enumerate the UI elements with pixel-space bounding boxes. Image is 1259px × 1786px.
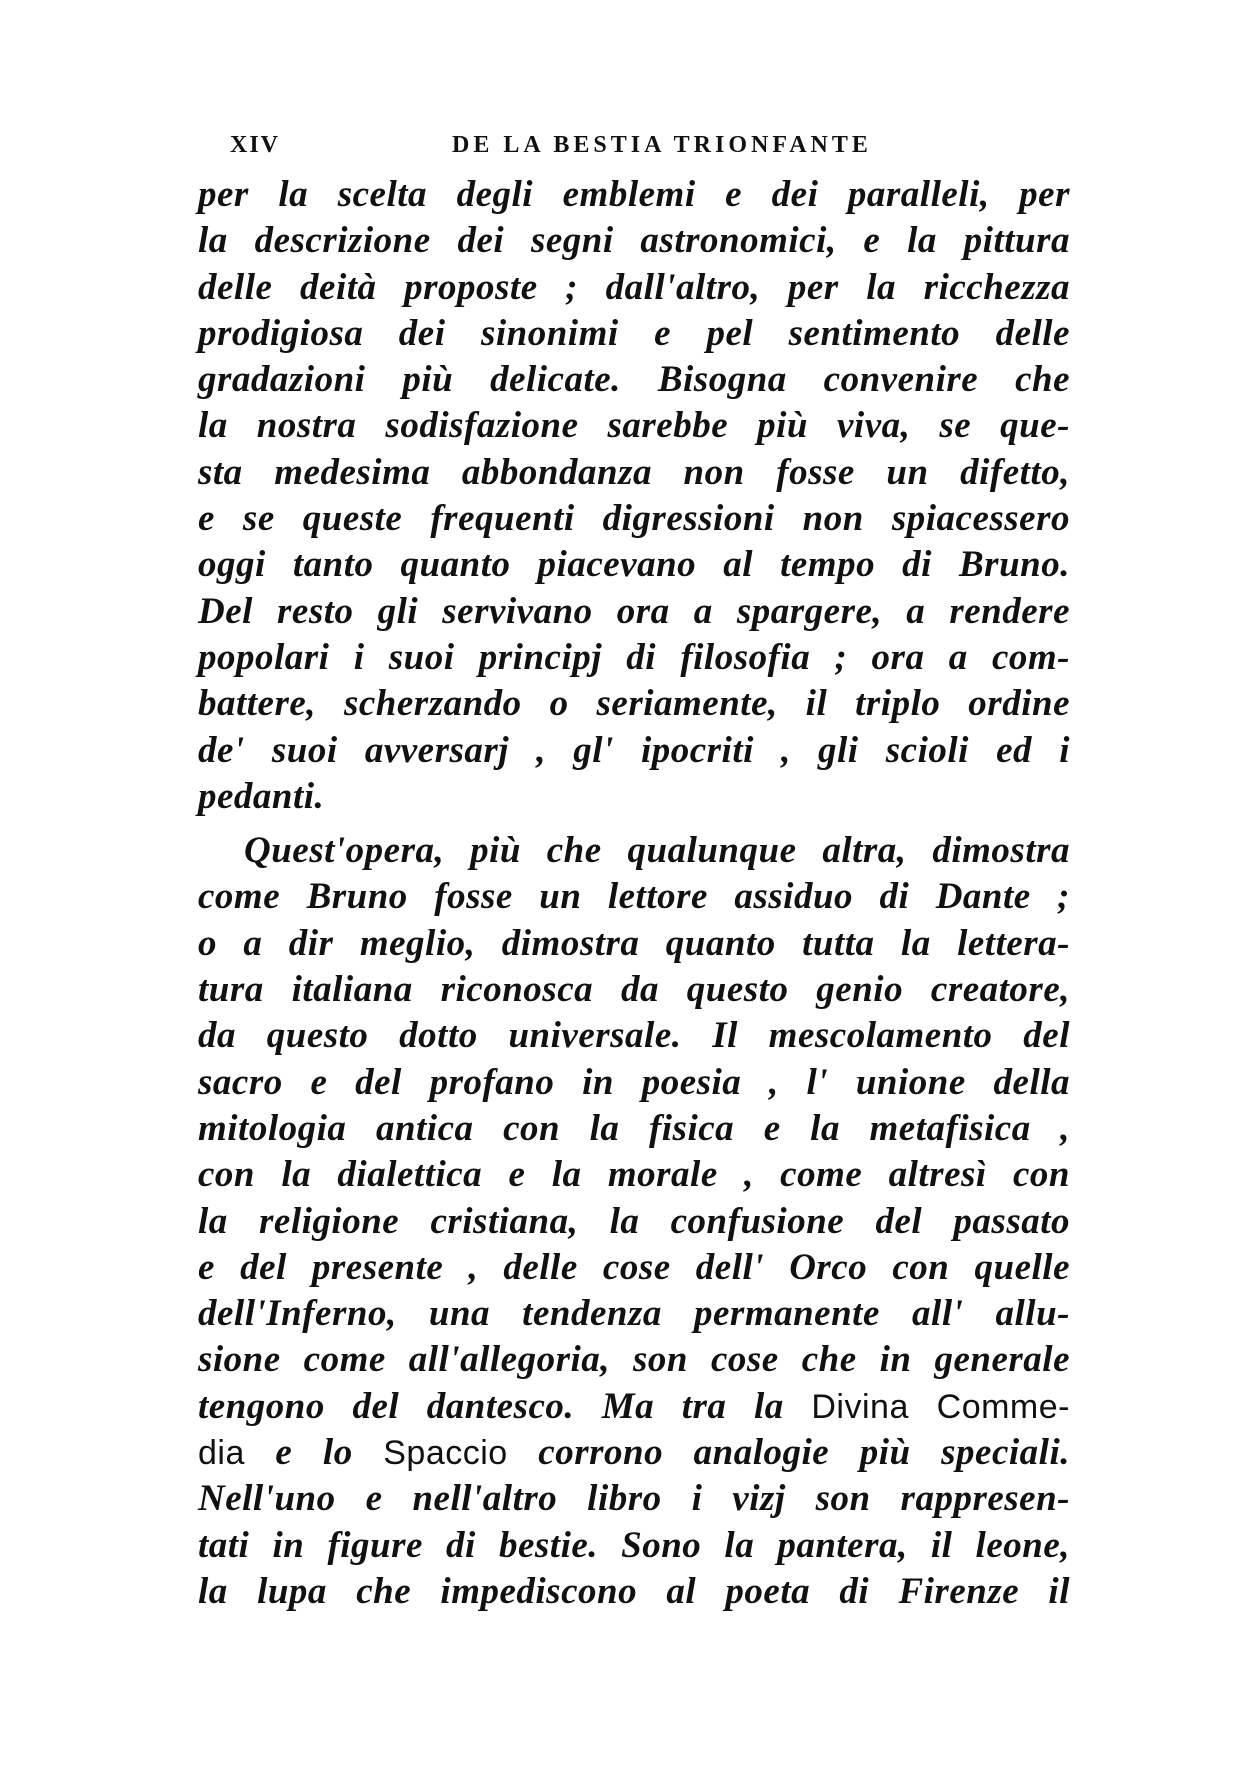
text-line: de' suoi avversarj , gl' ipocriti , gli scioli ed i [198,729,1070,771]
text-line: da questo dotto universale. Il mescolamento del [198,1015,1070,1057]
text-line: e se queste frequenti digressioni non spiacessero [198,498,1070,540]
text-line: Del resto gli servivano ora a spargere, a rendere [198,590,1070,632]
text-line: sacro e del profano in poesia , l' unione della [198,1061,1070,1103]
text-line: battere, scherzando o seriamente, il triplo ordine [198,683,1070,725]
upright-title-divina-commedia: Divina Comme- [811,1387,1070,1426]
text-line: la religione cristiana, la confusione del passato [198,1200,1070,1242]
text-line: tura italiana riconosca da questo genio creatore, [198,969,1070,1011]
text-line: tati in figure di bestie. Sono la pantera, il leone, [198,1524,1070,1566]
text-line: mitologia antica con la fisica e la metafisica , [198,1107,1070,1149]
text-line: delle deità proposte ; dall'altro, per la ricchezza [198,266,1070,308]
text-line: come Bruno fosse un lettore assiduo di Dante ; [198,876,1070,918]
text-line: gradazioni più delicate. Bisogna convenire che [198,359,1070,401]
text-line: o a dir meglio, dimostra quanto tutta la lettera- [198,922,1070,964]
text-line: sione come all'allegoria, son cose che in generale [198,1339,1070,1381]
text-line: Quest'opera, più che qualunque altra, dimostra [244,830,1070,872]
paragraph-gap [198,820,1070,828]
text-line: la nostra sodisfazione sarebbe più viva, se que- [198,405,1070,447]
text-line: per la scelta degli emblemi e dei paralleli, per [198,174,1070,215]
text-line: popolari i suoi principj di filosofia ; ora a com- [198,636,1070,678]
running-head [230,132,1130,162]
text-line: sta medesima abbondanza non fosse un difetto, [198,451,1070,493]
text-line-mixed [198,1384,1070,1430]
text-line: e del presente , delle cose dell' Orco con quelle [198,1246,1070,1288]
upright-title-commedia-end: dia [198,1434,245,1473]
text-line: prodigiosa dei sinonimi e pel sentimento delle [198,312,1070,354]
body-text [198,172,1070,1615]
text-line: Nell'uno e nell'altro libro i vizj son rappresen- [198,1478,1070,1520]
italic-segment: tengono del dantesco. Ma tra la [198,1385,812,1427]
text-line: pedanti. [198,775,325,817]
text-line: la descrizione dei segni astronomici, e la pittura [198,220,1070,262]
italic-segment: corrono analogie più speciali. [507,1432,1070,1474]
upright-title-spaccio: Spaccio [383,1434,508,1473]
text-line: oggi tanto quanto piacevano al tempo di Bruno. [198,544,1070,586]
italic-segment: e lo [244,1432,384,1474]
text-line: con la dialettica e la morale , come altresì con [198,1154,1070,1196]
running-title: DE LA BESTIA TRIONFANTE [452,132,872,158]
text-line: la lupa che impediscono al poeta di Firenze il [198,1570,1070,1612]
page-number: XIV [230,132,281,158]
text-line: dell'Inferno, una tendenza permanente all' allu- [198,1293,1070,1335]
text-line-mixed [198,1430,1070,1476]
